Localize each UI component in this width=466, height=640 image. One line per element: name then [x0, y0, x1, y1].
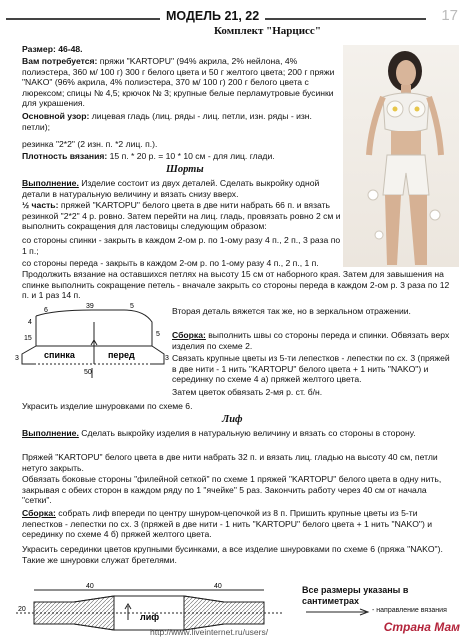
shorts-assembly: [172, 330, 454, 351]
footer-url: http://www.liveinternet.ru/users/: [150, 627, 269, 637]
density-line: [22, 151, 342, 162]
shorts-assembly-text: выполнить швы со стороны переда и спинки. Обвязать верх изделия по схеме 2.: [172, 330, 450, 351]
shorts-pattern-diagram: [14, 302, 172, 380]
shorts-exec-text: Изделие состоит из двух деталей. Сделать выкройку одной детали в натуральную величину и вязать снизу вверх.: [22, 178, 320, 199]
bodice-exec-label: Выполнение.: [22, 428, 79, 438]
rib-line: резинка "2*2" (2 изн. п. *2 лиц. п.).: [22, 139, 158, 149]
bodice-exec: [22, 428, 454, 439]
size-note: Все размеры указаны в сантиметрах: [302, 585, 409, 606]
bodice-decorate: Украсить серединки цветов крупными бусинками, а все изделие шнуровками по схеме 6 (пряжа "NAKO"). Такие же шнуровки служат бретелями.: [22, 544, 443, 565]
model-photo-figure: [343, 45, 459, 267]
shorts-half-label: ½ часть:: [22, 200, 59, 210]
dim-5-top: 5: [130, 303, 134, 310]
bodice-assembly: [22, 508, 454, 540]
size-line: [22, 44, 342, 55]
model-title: МОДЕЛЬ 21, 22: [160, 9, 265, 23]
shorts-side-back: со стороны спинки - закрыть в каждом 2-ом р. по 1-ому разу 4 п., 2 п., 3 раза по 1 п.;: [22, 235, 341, 256]
shorts-second-part: Вторая деталь вяжется так же, но в зеркальном отражении.: [172, 306, 411, 316]
bodice-dim-40-b: 40: [214, 583, 222, 590]
density-label: Плотность вязания:: [22, 151, 108, 161]
dim-50: 50: [84, 369, 92, 376]
shorts-decorate: Украсить изделие шнуровками по схеме 6.: [22, 401, 193, 411]
header: [0, 4, 466, 38]
knit-direction-label: - направление вязания: [372, 607, 447, 614]
shorts-flowers: Связать крупные цветы из 5-ти лепестков - лепестки по сх. 3 (пряжей в две нити - 1 нить "KARTOPU" белого цвета + 1 нить "NAKO") и серединку по схеме 4 а) пряжей желтого цвета.: [172, 353, 450, 385]
bodice-pattern-diagram: [14, 580, 290, 634]
pattern-text: лицевая гладь (лиц. ряды - лиц. петли, изн. ряды - изн. петли);: [22, 111, 312, 132]
shorts-heading: Шорты: [166, 164, 204, 175]
density-text: 15 п. * 20 р. = 10 * 10 см - для лиц. глади.: [109, 151, 275, 161]
dim-3-right: 3: [165, 355, 169, 362]
dim-4: 4: [28, 319, 32, 326]
direction-arrow-icon: [91, 340, 97, 354]
bodice-p1: Пряжей "KARTOPU" белого цвета в две нити набрать 32 п. и вязать лиц. гладью на высоту 40 см, петли нетуго закрыть.: [22, 452, 438, 473]
shorts-exec-label: Выполнение.: [22, 178, 79, 188]
pattern-label: Основной узор:: [22, 111, 90, 121]
bodice-dim-20: 20: [18, 606, 26, 613]
shorts-front-label: перед: [108, 350, 135, 360]
bodice-label: лиф: [140, 612, 160, 622]
bodice-assembly-text: собрать лиф впереди по центру шнуром-цепочкой из 8 п. Пришить крупные цветы из 5-ти лепестков - лепестки по сх. 3 (пряжей в две нити - 1 нить "KARTOPU" белого цвета + 1 нить "NAKO") и серединку по схеме 4 б) пряжей желтого цвета.: [22, 508, 433, 540]
model-photo: [343, 45, 459, 267]
shorts-side-front: со стороны переда - закрыть в каждом 2-ом р. по 1-ому разу 4 п., 2 п., 1 п.: [22, 258, 319, 268]
page-number: 17: [441, 7, 458, 24]
bodice-heading: Лиф: [222, 414, 243, 425]
dim-3-left: 3: [15, 355, 19, 362]
dim-6: 6: [44, 307, 48, 314]
dim-39: 39: [86, 303, 94, 310]
brand-watermark: Страна Мам: [383, 620, 460, 634]
shorts-continue: Продолжить вязание на оставшихся петлях на высоту 15 см от наборного края. Затем для завышения на спинке выполнить сокращение петель - вначале закрыть со стороны переда в каждом 2-ом р. 3 раза по 12 п. и 1 раз 14 п.: [22, 269, 450, 301]
model-subtitle: Комплект "Нарцисс": [214, 25, 321, 37]
pattern-paragraph: [22, 111, 342, 132]
shorts-half-text: пряжей "KARTOPU" белого цвета в две нити набрать 66 п. и вязать резинкой "2*2" 4 р. ровно. Затем перейти на лиц. гладь, провязать ровно 2 см и выполнить сокращения для ластовицы следующим образом:: [22, 200, 341, 232]
bodice-exec-text: Сделать выкройку изделия в натуральную величину и вязать со стороны в сторону.: [81, 428, 416, 438]
shorts-exec: [22, 178, 342, 199]
shorts-assembly-label: Сборка:: [172, 330, 206, 340]
materials-label: Вам потребуется:: [22, 56, 98, 66]
shorts-back-label: спинка: [44, 350, 75, 360]
bodice-p2: Обвязать боковые стороны "филейной сеткой" по схеме 1 пряжей "KARTOPU" белого цвета в одну нить, закрывая с обеих сторон в каждом ряду по 1 "ячейке" 5 раз. Закончить работу через 40 см от начала "сетки".: [22, 474, 442, 506]
shorts-flower-edge: Затем цветок обвязать 2-мя р. ст. б/н.: [172, 387, 323, 397]
size-label: Размер: 46-48.: [22, 44, 83, 54]
dim-5-right: 5: [156, 331, 160, 338]
knit-direction-icon: [302, 607, 372, 617]
materials-paragraph: [22, 56, 342, 109]
materials-text: пряжи "KARTOPU" (94% акрила, 2% нейлона, 4% полиэстера, 360 м/ 100 г) 300 г белого цвета и 50 г желтого цвета; 200 г пряжи "NAKO" (96% акрила, 4% полиэстера, 370 м/ 100 г) 200 г белого цвета с люрексом; спицы № 4,5; крючок № 3; крупные белые перламутровые бусинки для украшения.: [22, 56, 335, 109]
bodice-assembly-label: Сборка:: [22, 508, 56, 518]
shorts-half: [22, 200, 342, 232]
bodice-dim-40-a: 40: [86, 583, 94, 590]
dim-15: 15: [24, 335, 32, 342]
